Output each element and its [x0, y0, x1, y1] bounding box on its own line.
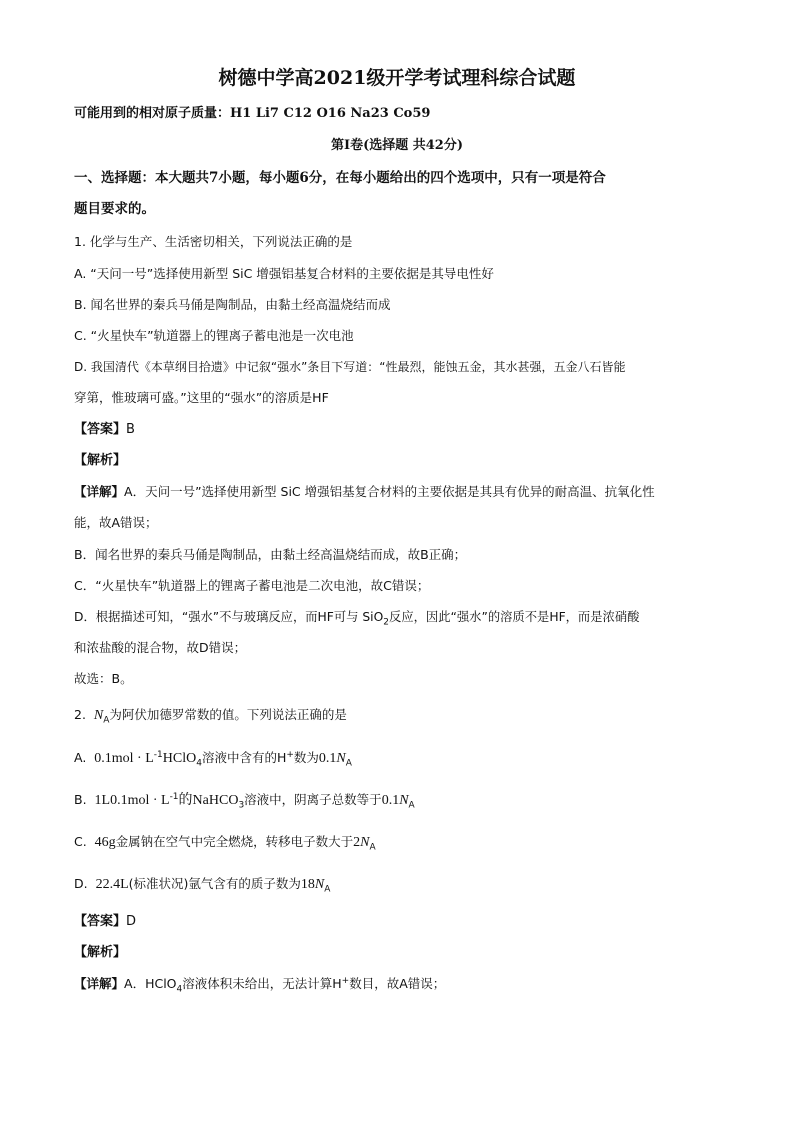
q1-option-b: B. 闻名世界的秦兵马俑是陶制品，由黏土经高温烧结而成	[74, 297, 391, 312]
q2-a-text: 溶液中含有的H	[201, 750, 287, 765]
q2-detail-a-pre: A．HClO	[124, 976, 177, 991]
q1-option-c: C. “火星快车”轨道器上的锂离子蓄电池是一次电池	[74, 328, 354, 343]
q1-option-a: A. “天问一号”选择使用新型 SiC 增强铝基复合材料的主要依据是其导电性好	[74, 266, 494, 281]
q2-d-na-sub: A	[324, 884, 331, 895]
q2-detail-a-post: 数目，故A错误；	[349, 976, 446, 991]
q2-a-na: N	[336, 751, 346, 766]
q2-option-b	[74, 790, 724, 811]
na-symbol: N	[93, 708, 104, 723]
q2-a-formula: HClO	[162, 751, 197, 766]
q1-detail-d-pre: D．根据描述可知，“强水”不与玻璃反应，而HF可与 SiO	[74, 610, 384, 624]
q1-stem: 1. 化学与生产、生活密切相关，下列说法正确的是	[74, 234, 353, 249]
q2-b-conc: 1L0.1mol · L	[94, 793, 170, 808]
q1-detail-a-line-1	[74, 482, 724, 502]
page-title: 树德中学高2021级开学考试理科综合试题	[218, 67, 576, 89]
q1-detail-d-line-2: 和浓盐酸的混合物，故D错误；	[74, 640, 247, 655]
q2-d-na: N	[314, 877, 325, 892]
q2-b-text: 溶液中，阴离子总数等于	[244, 792, 382, 807]
q2-stem	[74, 705, 724, 726]
q1-conclusion: 故选：B。	[74, 671, 133, 686]
q2-a-formula-sub: 4	[196, 758, 202, 769]
q2-a-conc: 0.1mol · L	[94, 751, 154, 766]
analysis-label: 【解析】	[74, 453, 127, 468]
q2-b-na: N	[399, 793, 409, 808]
section-header: 第I卷(选择题 共42分)	[331, 138, 463, 153]
q1-detail-a-text: A．天问一号”选择使用新型 SiC 增强铝基复合材料的主要依据是其具有优异的耐高温、抗氧化性	[124, 484, 655, 499]
q2-d-val: 18	[300, 877, 315, 892]
q2-detail-a-mid: 溶液体积未给出，无法计算H	[182, 976, 342, 991]
q2-detail-a-sup: +	[341, 975, 350, 986]
q2-a-val: 0.1	[318, 751, 337, 766]
q2-c-label: C.	[74, 834, 87, 849]
q2-a-hplus: +	[286, 749, 294, 760]
q1-option-d-line-1: D. 我国清代《本草纲目拾遗》中记叙“强水”条目下写道：“性最烈，能蚀五金，其水甚强，五金八石皆能	[74, 360, 626, 374]
q2-stem-text: 为阿伏加德罗常数的值。下列说法正确的是	[109, 707, 347, 722]
q2-b-label: B.	[74, 792, 87, 807]
q2-b-exp: -1	[169, 791, 179, 802]
q2-a-na-sub: A	[345, 758, 352, 769]
q1-answer	[74, 420, 724, 440]
q2-b-formula: 的NaHCO	[178, 793, 239, 808]
detail-label: 【详解】	[74, 484, 125, 499]
q2-b-val: 0.1	[381, 793, 400, 808]
q1-answer-value: B	[126, 422, 135, 437]
q2-detail-a-sub: 4	[176, 984, 183, 995]
q2-c-mass: 46g	[94, 835, 116, 850]
q2-a-exp: -1	[153, 749, 163, 760]
q2-option-c	[74, 832, 724, 853]
q2-d-vol: 22.4L	[95, 877, 129, 892]
na-subscript: A	[103, 715, 110, 726]
atomic-masses: 可能用到的相对原子质量：H1 Li7 C12 O16 Na23 Co59	[74, 106, 431, 121]
instructions-line-1: 一、选择题：本大题共7小题，每小题6分，在每小题给出的四个选项中，只有一项是符合	[74, 170, 606, 186]
q2-d-text: (标准状况)氩气含有的质子数为	[128, 876, 301, 891]
q2-b-na-sub: A	[408, 800, 415, 811]
q2-answer	[74, 912, 724, 932]
analysis-label: 【解析】	[74, 945, 127, 960]
q2-detail-a	[74, 974, 724, 994]
q1-detail-b: B．闻名世界的秦兵马俑是陶制品，由黏土经高温烧结而成，故B正确；	[74, 547, 467, 562]
sio2-subscript: 2	[383, 617, 390, 628]
q2-answer-value: D	[126, 914, 137, 929]
detail-label: 【详解】	[74, 976, 125, 991]
q2-c-text: 金属钠在空气中完全燃烧，转移电子数大于	[115, 834, 354, 849]
q2-option-d	[74, 874, 724, 895]
q1-detail-a-line-2: 能，故A错误；	[74, 515, 158, 530]
q2-c-val: 2	[353, 835, 361, 850]
q1-analysis	[74, 451, 724, 471]
q2-c-na-sub: A	[369, 842, 376, 853]
q2-a-text2: 数为	[293, 750, 319, 765]
q2-d-label: D.	[74, 876, 88, 891]
q2-number: 2.	[74, 707, 86, 722]
q2-b-formula-sub: 3	[238, 800, 245, 811]
answer-label: 【答案】	[74, 914, 127, 929]
q1-detail-d-post: 反应，因此“强水”的溶质不是HF，而是浓硝酸	[389, 610, 640, 624]
q2-a-label: A.	[74, 750, 87, 765]
answer-label: 【答案】	[74, 422, 127, 437]
instructions-line-2: 题目要求的。	[74, 201, 155, 217]
q1-detail-d-line-1	[74, 607, 724, 627]
q1-detail-c: C．“火星快车”轨道器上的锂离子蓄电池是二次电池，故C错误；	[74, 578, 430, 593]
q2-analysis	[74, 943, 724, 963]
q2-c-na: N	[360, 835, 370, 850]
q1-option-d-line-2: 穿第，惟玻璃可盛。”这里的“强水”的溶质是HF	[74, 390, 329, 405]
q2-option-a	[74, 748, 724, 769]
